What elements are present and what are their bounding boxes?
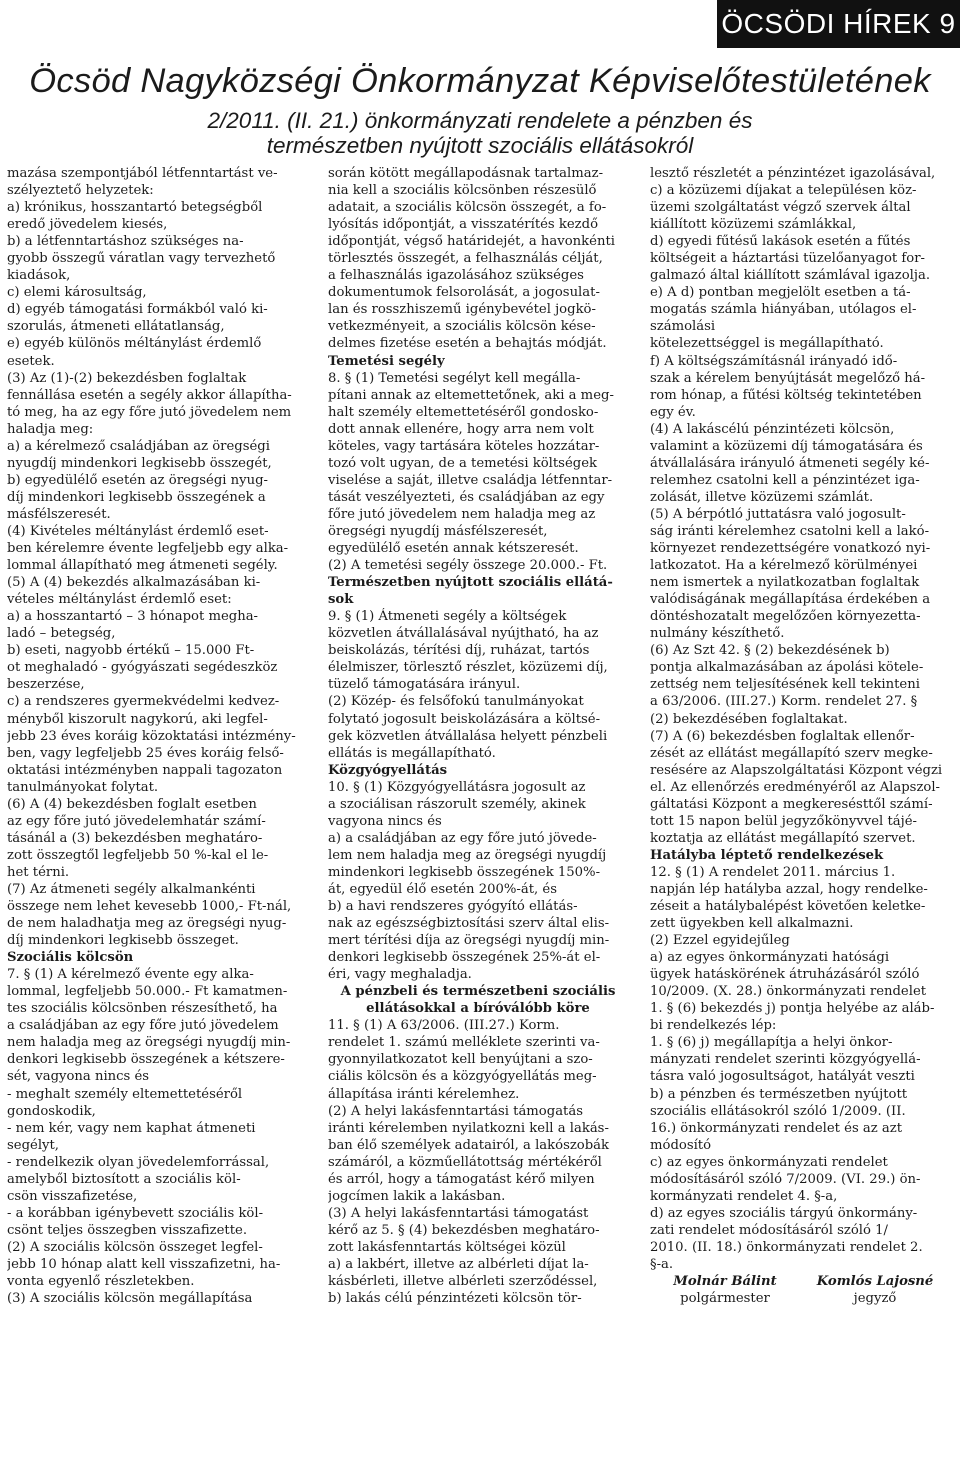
text-line: az egy főre jutó jövedelemhatár számí-	[7, 813, 266, 829]
text-line: esetek.	[7, 353, 55, 369]
text-line: ellátás is megállapítható.	[328, 745, 496, 761]
text-line: ügyek hatáskörének átruházásáról szóló	[650, 967, 920, 983]
text-line: ban élő személyek adatairól, a lakószobák	[328, 1137, 610, 1153]
text-line: lem nem haladja meg az öregségi nyugdíj	[328, 847, 607, 863]
text-line: c) az egyes önkormányzati rendelet	[650, 1154, 888, 1170]
text-line: időpontját, végső határidejét, a havonkénti	[328, 234, 615, 250]
text-line: ményből kiszorult nagykorú, aki legfel-	[7, 711, 268, 727]
text-line: környezet rendezettségére vonatkozó nyi-	[650, 541, 931, 557]
text-line: tozó volt ugyan, de a temetési költségek	[328, 455, 597, 471]
text-line: c) a közüzemi díjakat a településen köz-	[650, 183, 917, 199]
text-line: 1. § (6) j) megállapítja a helyi önkor-	[650, 1035, 893, 1051]
text-line: díj mindenkori legkisebb összegének a	[7, 489, 266, 505]
text-line: (5) A bérpótló juttatásra való jogosult-	[650, 506, 906, 522]
text-line: nyugdíj mindenkori legkisebb összegét,	[7, 455, 272, 471]
text-line: tó meg, ha az egy főre jutó jövedelem nem	[7, 404, 292, 420]
text-line: mogatás számla hiányában, utólagos el-	[650, 302, 917, 318]
text-line: - nem kér, vagy nem kaphat átmeneti	[7, 1120, 256, 1136]
text-column-3	[650, 165, 950, 1307]
text-line: eredő jövedelem kiesés,	[7, 217, 168, 233]
text-line: amelyből biztosított a szociális köl-	[7, 1171, 241, 1187]
notary-title: jegyző	[853, 1291, 897, 1307]
text-line: e) A d) pontban megjelölt esetben a tá-	[650, 285, 911, 301]
text-line: beszerzése,	[7, 677, 85, 693]
text-line: 1. § (6) bekezdés j) pontja helyébe az aláb-	[650, 1001, 935, 1017]
section-heading: sok	[328, 592, 354, 608]
text-line: d) az egyes szociális tárgyú önkormány-	[650, 1205, 918, 1221]
text-line: éri, vagy meghaladja.	[328, 967, 472, 983]
text-line: összege nem lehet kevesebb 1000,- Ft-nál,	[7, 899, 292, 915]
text-line: gondoskodik,	[7, 1103, 96, 1119]
text-line: kötelezettséggel is megállapítható.	[650, 336, 884, 352]
text-line: jogcímen lakik a lakásban.	[328, 1188, 506, 1204]
text-line: delmes fizetése esetén a behajtás módját.	[328, 336, 607, 352]
text-line: (2) Közép- és felsőfokú tanulmányokat	[328, 694, 584, 710]
text-line: ladó – betegség,	[7, 626, 116, 642]
text-line: folytató jogosult beiskolázására a költsé-	[328, 711, 601, 727]
text-line: viselése a saját, illetve családja létfenntar-	[328, 472, 613, 488]
text-line: c) a rendszeres gyermekvédelmi kedvez-	[7, 694, 280, 710]
text-line: öregségi nyugdíj másfélszeresét,	[328, 523, 548, 539]
text-line: c) elemi károsultság,	[7, 285, 147, 301]
text-line: fennállása esetén a segély akkor állapítha-	[7, 387, 292, 403]
text-line: egyedülélő esetén annak kétszeresét.	[328, 541, 579, 557]
masthead: ÖCSÖDI HÍREK 9	[717, 0, 960, 48]
text-line: át, egyedül élő esetén 200%-át, és	[328, 881, 557, 897]
text-line: nia kell a szociális kölcsönben részesülő	[328, 183, 597, 199]
text-line: a) az egyes önkormányzati hatósági	[650, 950, 890, 966]
text-line: gáltatási Központ a megkeresésttől számí-	[650, 796, 933, 812]
text-line: zott összegtől legfeljebb 50 %-kal el le-	[7, 847, 269, 863]
text-line: zott lakásfenntartás költségei közül	[328, 1239, 566, 1255]
text-line: b) a pénzben és természetben nyújtott	[650, 1086, 908, 1102]
text-line: halt személy eltemettetéséről gondosko-	[328, 404, 599, 420]
text-line: d) egyedi fűtésű lakások esetén a fűtés	[650, 234, 911, 250]
text-line: vételes méltánylást érdemlő eset:	[7, 592, 232, 608]
text-line: szociális ellátásokról szóló 1/2009. (II.	[650, 1103, 906, 1119]
signature-names-line	[650, 1273, 950, 1290]
text-line: b) a havi rendszeres gyógyító ellátás-	[328, 899, 578, 915]
text-line: csönt teljes összegben visszafizette.	[7, 1222, 248, 1238]
text-line: (6) Az Szt 42. § (2) bekezdésének b)	[650, 643, 890, 659]
text-line: 12. § (1) A rendelet 2011. március 1.	[650, 864, 896, 880]
text-line: zéseit a hatálybalépést követően keletke-	[650, 899, 926, 915]
text-line: lesztő részletét a pénzintézet igazolásával,	[650, 166, 936, 181]
section-heading: Szociális kölcsön	[7, 950, 134, 966]
text-line: - meghalt személy eltemettetéséről	[7, 1086, 243, 1102]
text-line: mányzati rendelet szerinti közgyógyellá-	[650, 1052, 921, 1068]
text-line: lyósítás időpontját, a visszatérítés kezdő	[328, 217, 599, 233]
text-line: vetkezményeit, a szociális kölcsön kése-	[328, 319, 596, 335]
text-line: (4) Kivételes méltánylást érdemlő eset-	[7, 523, 269, 539]
text-line: ben, vagy legfeljebb 25 éves koráig felső-	[7, 745, 284, 761]
text-line: ben kérelemre évente legfeljebb egy alka-	[7, 541, 289, 557]
text-line: relemhez csatolni kell a pénzintézet iga-	[650, 472, 920, 488]
text-line: (2) Ezzel egyidejűleg	[650, 933, 790, 949]
text-line: 11. § (1) A 63/2006. (III.27.) Korm.	[328, 1018, 560, 1034]
text-line: (2) bekezdésében foglaltakat.	[650, 711, 848, 727]
text-line: adatait, a szociális kölcsön összegét, a fo-	[328, 200, 607, 216]
text-line: beiskolázás, térítési díj, ruházat, tartós	[328, 643, 590, 659]
text-line: mazása szempontjából létfenntartást ve-	[7, 166, 278, 181]
text-line: zettség nem teljesítésének kell tekinteni	[650, 677, 920, 693]
text-line: jebb 10 hónap alatt kell visszafizetni, ha-	[7, 1257, 281, 1272]
text-line: denkori legkisebb összegének 25%-át el-	[328, 950, 601, 966]
text-line: 10/2009. (X. 28.) önkormányzati rendelet	[650, 984, 927, 1000]
text-line: rom hónap, a fűtési költség tekintetében	[650, 387, 922, 403]
text-line: állapítása iránti kérelemhez.	[328, 1086, 520, 1102]
text-line: gyobb összegű váratlan vagy tervezhető	[7, 251, 276, 267]
text-line: egy év.	[650, 404, 696, 420]
text-line: 16.) önkormányzati rendelet és az azt	[650, 1120, 903, 1136]
text-line: vagyona nincs és	[328, 813, 442, 829]
text-line: dokumentumok felsorolását, a jogosulat-	[328, 285, 600, 301]
text-line: b) egyedülélő esetén az öregségi nyug-	[7, 472, 269, 488]
text-line: a) a kérelmező családjában az öregségi	[7, 438, 270, 454]
text-line: üzemi szolgáltatást végző szervek által	[650, 200, 911, 216]
text-line: (2) A szociális kölcsön összeget legfel-	[7, 1239, 263, 1255]
text-line: törlesztés összegét, a felhasználás célját,	[328, 251, 603, 267]
text-line: díj mindenkori legkisebb összeget.	[7, 933, 239, 949]
text-line: gek közvetlen átvállalása helyett pénzbeli	[328, 728, 608, 744]
text-line: számáról, a közműellátottság mértékéről	[328, 1154, 602, 1170]
text-line: a) a lakbért, illetve az albérleti díjat la-	[328, 1257, 589, 1272]
text-line: §-a.	[650, 1257, 674, 1272]
text-line: (4) A lakáscélú pénzintézeti kölcsön,	[650, 421, 895, 437]
section-heading: Közgyógyellátás	[328, 762, 448, 778]
text-line: (3) A helyi lakásfenntartási támogatást	[328, 1205, 589, 1221]
text-line: (3) Az (1)-(2) bekezdésben foglaltak	[7, 370, 247, 386]
text-line: b) lakás célú pénzintézeti kölcsön tör-	[328, 1291, 582, 1307]
text-line: során kötött megállapodásnak tartalmaz-	[328, 166, 604, 181]
text-line: 2010. (II. 18.) önkormányzati rendelet 2.	[650, 1239, 923, 1255]
text-line: mert térítési díja az öregségi nyugdíj min-	[328, 933, 610, 949]
text-line: zolását, illetve közüzemi számlát.	[650, 489, 874, 505]
page-subtitle-2: természetben nyújtott szociális ellátásokról	[266, 133, 694, 158]
text-line: élelmiszer, törlesztő részlet, közüzemi díj,	[328, 660, 608, 676]
text-line: lan és rosszhiszemű igénybevétel jogkö-	[328, 302, 596, 318]
text-line: gyonnyilatkozatot kell benyújtani a szo-	[328, 1052, 593, 1068]
text-line: b) a létfenntartáshoz szükséges na-	[7, 234, 244, 250]
text-line: - rendelkezik olyan jövedelemforrással,	[7, 1154, 270, 1170]
text-line: átvállalására irányuló átmeneti segély ké-	[650, 455, 930, 471]
text-line: iránti kérelemben nyilatkozni kell a lakás-	[328, 1120, 609, 1136]
text-line: el. Az ellenőrzés eredményéről az Alapszol-	[650, 779, 941, 795]
notary-name: Komlós Lajosné	[816, 1274, 934, 1290]
text-line: e) egyéb különös méltánylást érdemlő	[7, 336, 262, 352]
text-line: ság iránti kérelemhez csatolni kell a lakó-	[650, 523, 930, 539]
text-line: f) A költségszámításnál irányadó idő-	[650, 353, 898, 369]
text-line: b) eseti, nagyobb értékű – 15.000 Ft-	[7, 643, 255, 659]
text-line: kérő az 5. § (4) bekezdésben meghatáro-	[328, 1222, 600, 1238]
text-line: valamint a közüzemi díj támogatására és	[650, 438, 923, 454]
page-subtitle: 2/2011. (II. 21.) önkormányzati rendelete a pénzben és	[207, 108, 753, 133]
text-line: kiadások,	[7, 268, 71, 284]
text-line: napján lép hatályba azzal, hogy rendelke-	[650, 881, 928, 897]
text-line: zett ügyekben kell alkalmazni.	[650, 916, 854, 932]
text-line: tásra való jogosultságot, hatályát veszti	[650, 1069, 915, 1085]
text-line: (2) A helyi lakásfenntartási támogatás	[328, 1103, 583, 1119]
text-line: kormányzati rendelet 4. §-a,	[650, 1188, 838, 1204]
text-line: (2) A temetési segély összege 20.000.- Ft.	[328, 558, 608, 574]
text-line: tanulmányokat folytat.	[7, 779, 159, 795]
text-line: tásánál a (3) bekezdésben meghatáro-	[7, 830, 263, 846]
text-line: nulmány készíthető.	[650, 626, 785, 642]
text-line: segélyt,	[7, 1137, 59, 1153]
text-line: sét, vagyona nincs és	[7, 1069, 150, 1085]
text-line: számolási	[650, 319, 716, 335]
text-column-2	[328, 165, 628, 1307]
text-line: lommal, legfeljebb 50.000.- Ft kamatmen-	[7, 984, 288, 1000]
text-line: (7) A (6) bekezdésben foglaltak ellenőr-	[650, 728, 915, 744]
section-heading: Temetési segély	[328, 353, 445, 369]
text-line: d) egyéb támogatási formákból való ki-	[7, 302, 268, 318]
text-line: a) a családjában az egy főre jutó jövede-	[328, 830, 597, 846]
text-line: 8. § (1) Temetési segélyt kell megálla-	[328, 370, 581, 386]
text-line: tását veszélyezteti, és családjában az egy	[328, 489, 605, 505]
text-line: ciális kölcsön és a közgyógyellátás meg-	[328, 1069, 597, 1085]
text-line: kiállított közüzemi számlákkal,	[650, 217, 857, 233]
section-heading: A pénzbeli és természetbeni szociális	[340, 984, 616, 1000]
text-line: jebb 23 éves koráig közoktatási intézmény-	[7, 728, 296, 744]
text-line: resésére az Alapszolgáltatási Központ végzi	[650, 762, 943, 778]
text-line: a szociálisan rászorult személy, akinek	[328, 796, 586, 812]
section-heading: Természetben nyújtott szociális ellátá-	[328, 575, 613, 591]
text-line: a) krónikus, hosszantartó betegségből	[7, 200, 263, 216]
text-line: bi rendelkezés lép:	[650, 1018, 777, 1034]
text-line: pítani annak az eltemettetőnek, aki a meg-	[328, 387, 614, 403]
text-line: nem haladja meg az öregségi nyugdíj min-	[7, 1035, 291, 1051]
text-line: de nem haladhatja meg az öregségi nyug-	[7, 916, 287, 932]
mayor-name: Molnár Bálint	[673, 1274, 777, 1290]
text-line: pontja alkalmazásában az ápolási kötele-	[650, 660, 924, 676]
text-line: rendelet 1. számú melléklete szerinti va-	[328, 1035, 600, 1051]
text-line: tes szociális kölcsönben részesíthető, ha	[7, 1001, 278, 1017]
text-line: zését az ellátást megállapító szerv megke-	[650, 745, 933, 761]
section-heading: Hatályba léptető rendelkezések	[650, 847, 884, 863]
text-line: zati rendelet módosításáról szóló 1/	[650, 1222, 888, 1238]
text-line: módosító	[650, 1137, 712, 1153]
text-line: a 63/2006. (III.27.) Korm. rendelet 27. §	[650, 694, 918, 710]
mayor-title: polgármester	[680, 1291, 770, 1307]
text-line: - a korábban igénybevett szociális köl-	[7, 1205, 264, 1221]
text-line: koztatja az ellátást megállapító szervet.	[650, 830, 916, 846]
text-line: 10. § (1) Közgyógyellátásra jogosult az	[328, 779, 586, 795]
text-line: (6) A (4) bekezdésben foglalt esetben	[7, 796, 257, 812]
text-line: a) a hosszantartó – 3 hónapot megha-	[7, 609, 259, 625]
text-line: a felhasználás igazolásához szükséges	[328, 268, 584, 284]
section-heading: ellátásokkal a bíróválóbb köre	[366, 1001, 590, 1017]
text-line: módosításáról szóló 7/2009. (VI. 29.) ön-	[650, 1171, 921, 1187]
text-line: költségeit a háztartási tüzelőanyagot for-	[650, 251, 925, 267]
text-line: haladja meg:	[7, 421, 94, 437]
text-line: het térni.	[7, 864, 70, 880]
text-line: szak a kérelem benyújtását megelőző há-	[650, 370, 926, 386]
text-line: a családjában az egy főre jutó jövedelem	[7, 1018, 279, 1034]
text-line: szélyeztető helyzetek:	[7, 183, 154, 199]
text-line: kásbérleti, illetve albérleti szerződéssel,	[328, 1274, 598, 1290]
text-line: másfélszeresét.	[7, 506, 111, 522]
text-line: denkori legkisebb összegének a kétszere-	[7, 1052, 285, 1068]
text-line: szorulás, átmeneti ellátatlanság,	[7, 319, 225, 335]
text-line: 9. § (1) Átmeneti segély a költségek	[328, 609, 567, 625]
signature-titles-line	[650, 1290, 950, 1307]
text-line: oktatási intézményben nappali tagozaton	[7, 762, 283, 778]
text-line: főre jutó jövedelem nem haladja meg az	[328, 506, 596, 522]
text-line: (7) Az átmeneti segély alkalmankénti	[7, 881, 256, 897]
text-line: csön visszafizetése,	[7, 1188, 138, 1204]
text-line: ot meghaladó - gyógyászati segédeszköz	[7, 660, 278, 676]
page-title: Öcsöd Nagyközségi Önkormányzat Képviselőtestületének	[29, 62, 931, 100]
text-line: döntéshozatalt megelőzően környezetta-	[650, 609, 921, 625]
text-line: vonta egyenlő részletekben.	[7, 1274, 195, 1290]
text-line: latkozatot. Ha a kérelmező körülményei	[650, 558, 918, 574]
text-line: köteles, vagy tartására köteles hozzátar-	[328, 438, 600, 454]
text-line: galmazó által kiállított számlával igazolja.	[650, 268, 931, 284]
text-line: valódiságának megállapítása érdekében a	[650, 592, 931, 608]
text-line: (5) A (4) bekezdés alkalmazásában ki-	[7, 575, 261, 591]
text-line: és arról, hogy a támogatást kérő milyen	[328, 1171, 595, 1187]
text-line: nak az egészségbiztosítási szerv által elis-	[328, 916, 610, 932]
text-line: tott 15 napon belül jegyzőkönyvvel tájé-	[650, 813, 917, 829]
text-column-1	[7, 165, 307, 1307]
text-line: közvetlen átvállalásával nyújtható, ha az	[328, 626, 599, 642]
text-line: lommal állapítható meg átmeneti segély.	[7, 558, 278, 574]
text-line: mindenkori legkisebb összegének 150%-	[328, 864, 601, 880]
text-line: 7. § (1) A kérelmező évente egy alka-	[7, 967, 254, 983]
text-line: dott annak ellenére, hogy arra nem volt	[328, 421, 594, 437]
text-line: nem ismertek a nyilatkozatban foglaltak	[650, 575, 920, 591]
text-line: (3) A szociális kölcsön megállapítása	[7, 1291, 253, 1307]
text-line: tüzelő támogatására irányul.	[328, 677, 521, 693]
